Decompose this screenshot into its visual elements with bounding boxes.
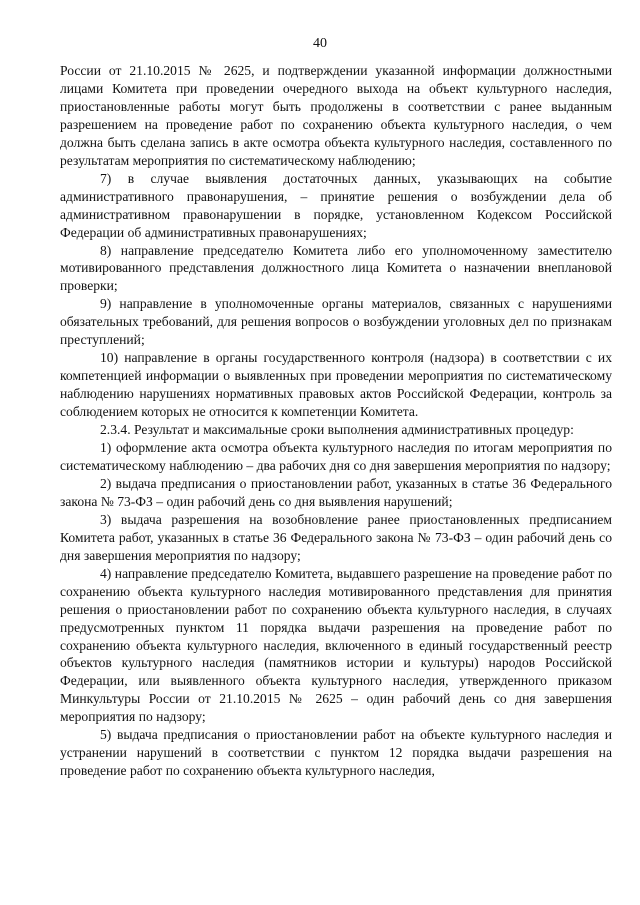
paragraph-item-9: 9) направление в уполномоченные органы материалов, связанных с нарушениями обязательных требований, для решения вопросов о возбуждении уголовных дел по признакам преступлений; [60, 296, 612, 348]
result-item-1: 1) оформление акта осмотра объекта культурного наследия по итогам мероприятия по систематическому наблюдению – два рабочих дня со дня завершения мероприятия по надзору; [60, 440, 612, 473]
result-item-3: 3) выдача разрешения на возобновление ранее приостановленных предписанием Комитета работ, указанных в статье 36 Федерального закона № 73-ФЗ – один рабочий день со дня завершения мероприятия по надзору; [60, 511, 612, 563]
section-heading-2-3-4: 2.3.4. Результат и максимальные сроки выполнения административных процедур: [100, 422, 574, 438]
paragraph-item-7: 7) в случае выявления достаточных данных, указывающих на событие административного правонарушения, – принятие решения о возбуждении дела об административном правонарушении в порядке, установленном Кодексом Российской Федерации об административных правонарушениях; [60, 170, 612, 240]
paragraph-item-10: 10) направление в органы государственного контроля (надзора) в соответствии с их компетенцией информации о выявленных при проведении мероприятия по систематическому наблюдению нарушениях нормативных правовых актов Российской Федерации, контроль за соблюдением которых не относится к компетенции Комитета. [60, 350, 612, 420]
paragraph-item-8: 8) направление председателю Комитета либо его уполномоченному заместителю мотивированного представления должностного лица Комитета о назначении внеплановой проверки; [60, 242, 612, 294]
result-item-5: 5) выдача предписания о приостановлении работ на объекте культурного наследия и устранении нарушений в соответствии с пунктом 12 порядка выдачи разрешения на проведение работ по сохранению объекта культурного наследия, [60, 727, 612, 779]
document-body [60, 62, 612, 780]
paragraph-continuation: России от 21.10.2015 № 2625, и подтверждении указанной информации должностными лицами Комитета при проведении очередного выхода на объект культурного наследия, приостановленные работы могут быть продолжены в соответствии с ранее выданным разрешением на проведение работ по сохранению объекта культурного наследия, о чем должна быть сделана запись в акте осмотра объекта культурного наследия, составленного по результатам мероприятия по систематическому наблюдению; [60, 63, 612, 168]
result-item-4: 4) направление председателю Комитета, выдавшего разрешение на проведение работ по сохранению объекта культурного наследия мотивированного представления для принятия решения о приостановлении работ по сохранению объекта культурного наследия, в случаях предусмотренных пунктом 11 порядка выдачи разрешения на проведение работ по сохранению объекта культурного наследия, включенного в единый государственный реестр объектов культурного наследия (памятников истории и культуры) народов Российской Федерации, или выявленного объекта культурного наследия, утвержденного приказом Минкультуры России от 21.10.2015 № 2625 – один рабочий день со дня завершения мероприятия по надзору; [60, 565, 612, 725]
page-number: 40 [313, 36, 327, 51]
result-item-2: 2) выдача предписания о приостановлении работ, указанных в статье 36 Федерального закона № 73-ФЗ – один рабочий день со дня выявления нарушений; [60, 475, 612, 509]
